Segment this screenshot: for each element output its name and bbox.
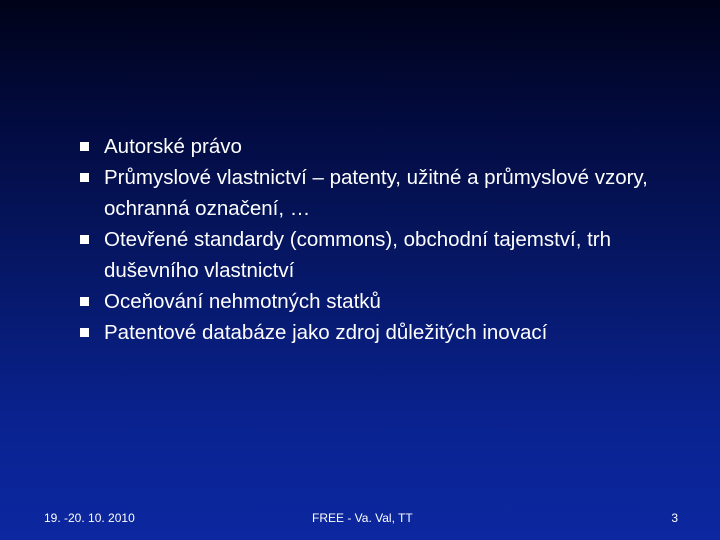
bullet-item-3 [78,224,678,286]
bullet-text: Autorské právo [104,135,242,158]
bullet-text: Oceňování nehmotných statků [104,290,381,313]
bullet-text: Otevřené standardy (commons), obchodní tajemství, trh duševního vlastnictví [104,228,612,282]
bullet-item-1 [78,131,678,162]
page-number: 3 [671,511,678,525]
square-bullet-icon [80,142,89,151]
bullet-item-4 [78,286,678,317]
square-bullet-icon [80,328,89,337]
bullet-text: Průmyslové vlastnictví – patenty, užitné a průmyslové vzory, ochranná označení, … [104,166,648,220]
footer-date: 19. -20. 10. 2010 [44,511,135,525]
bullet-list [78,131,678,348]
square-bullet-icon [80,235,89,244]
bullet-item-2 [78,162,678,224]
square-bullet-icon [80,173,89,182]
square-bullet-icon [80,297,89,306]
bullet-text: Patentové databáze jako zdroj důležitých inovací [104,321,548,344]
bullet-item-5 [78,317,678,348]
footer-title: FREE - Va. Val, TT [312,511,413,525]
